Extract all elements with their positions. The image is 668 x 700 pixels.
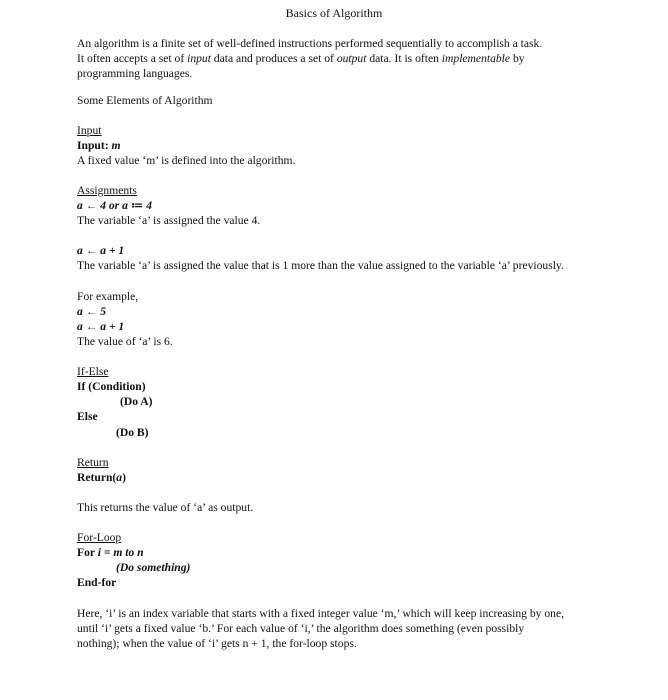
intro-line-1: An algorithm is a finite set of well-defined instructions performed sequentially to accomplish a task. (77, 37, 543, 50)
input-heading: Input (77, 124, 102, 137)
assignments-section (77, 183, 637, 228)
forloop-desc-line-3: nothing); when the value of ‘i’ gets n + 1, the for-loop stops. (77, 637, 357, 650)
input-variable: m (111, 139, 121, 152)
forloop-section (77, 530, 637, 590)
intro-implementable-term: implementable (441, 52, 511, 65)
intro-output-term: output (336, 52, 367, 65)
assignment-description: The variable ‘a’ is assigned the value 4. (77, 214, 261, 227)
return-variable: a (116, 471, 123, 484)
intro-text: data and produces a set of (210, 52, 337, 65)
ifelse-section (77, 364, 637, 440)
assignment-syntax: a ← 4 or a ≔ 4 (77, 199, 153, 212)
elements-heading: Some Elements of Algorithm (77, 94, 213, 107)
intro-line-2 (77, 51, 637, 66)
example-line-2: a ← a + 1 (77, 320, 125, 333)
input-syntax (77, 138, 637, 153)
else-line: Else (77, 410, 98, 423)
do-b-line: (Do B) (116, 426, 149, 439)
intro-text: It often accepts a set of (77, 52, 188, 65)
assignment-increment (77, 243, 637, 273)
example-section (77, 289, 637, 349)
assignments-heading: Assignments (77, 184, 137, 197)
intro-paragraph (77, 36, 637, 81)
end-for-line: End-for (77, 576, 117, 589)
intro-line-3: programming languages. (77, 67, 193, 80)
for-keyword: For (77, 546, 98, 559)
assignment-increment-description: The variable ‘a’ is assigned the value that is 1 more than the value assigned to the variable ‘a’ previously. (77, 259, 564, 272)
forloop-desc-line-2: until ‘i’ gets a fixed value ‘b.’ For each value of ‘i,’ the algorithm does something (even possibly (77, 622, 525, 635)
forloop-desc-line-1: Here, ‘i’ is an index variable that starts with a fixed integer value ‘m,’ which will keep increasing by one, (77, 607, 564, 620)
return-keyword: Return( (77, 471, 117, 484)
example-intro: For example, (77, 290, 139, 303)
for-expression: i = m to n (97, 546, 144, 559)
input-keyword: Input: (77, 139, 112, 152)
example-line-1: a ← 5 (77, 305, 106, 318)
for-line (77, 545, 637, 560)
return-close-paren: ) (122, 471, 126, 484)
intro-text: by (510, 52, 525, 65)
return-description: This returns the value of ‘a’ as output. (77, 501, 254, 514)
return-heading: Return (77, 456, 109, 469)
intro-text: data. It is often (366, 52, 442, 65)
intro-input-term: input (187, 52, 211, 65)
do-a-line: (Do A) (120, 395, 153, 408)
ifelse-heading: If-Else (77, 365, 109, 378)
forloop-description (77, 606, 637, 651)
page-title: Basics of Algorithm (285, 6, 383, 20)
do-something-line: (Do something) (116, 561, 191, 574)
if-line: If (Condition) (77, 380, 146, 393)
forloop-heading: For-Loop (77, 531, 122, 544)
return-syntax (77, 470, 637, 485)
input-section (77, 123, 637, 168)
assignment-increment-syntax: a ← a + 1 (77, 244, 125, 257)
example-result: The value of ‘a’ is 6. (77, 335, 173, 348)
input-description: A fixed value ‘m’ is defined into the algorithm. (77, 154, 296, 167)
return-section (77, 455, 637, 485)
